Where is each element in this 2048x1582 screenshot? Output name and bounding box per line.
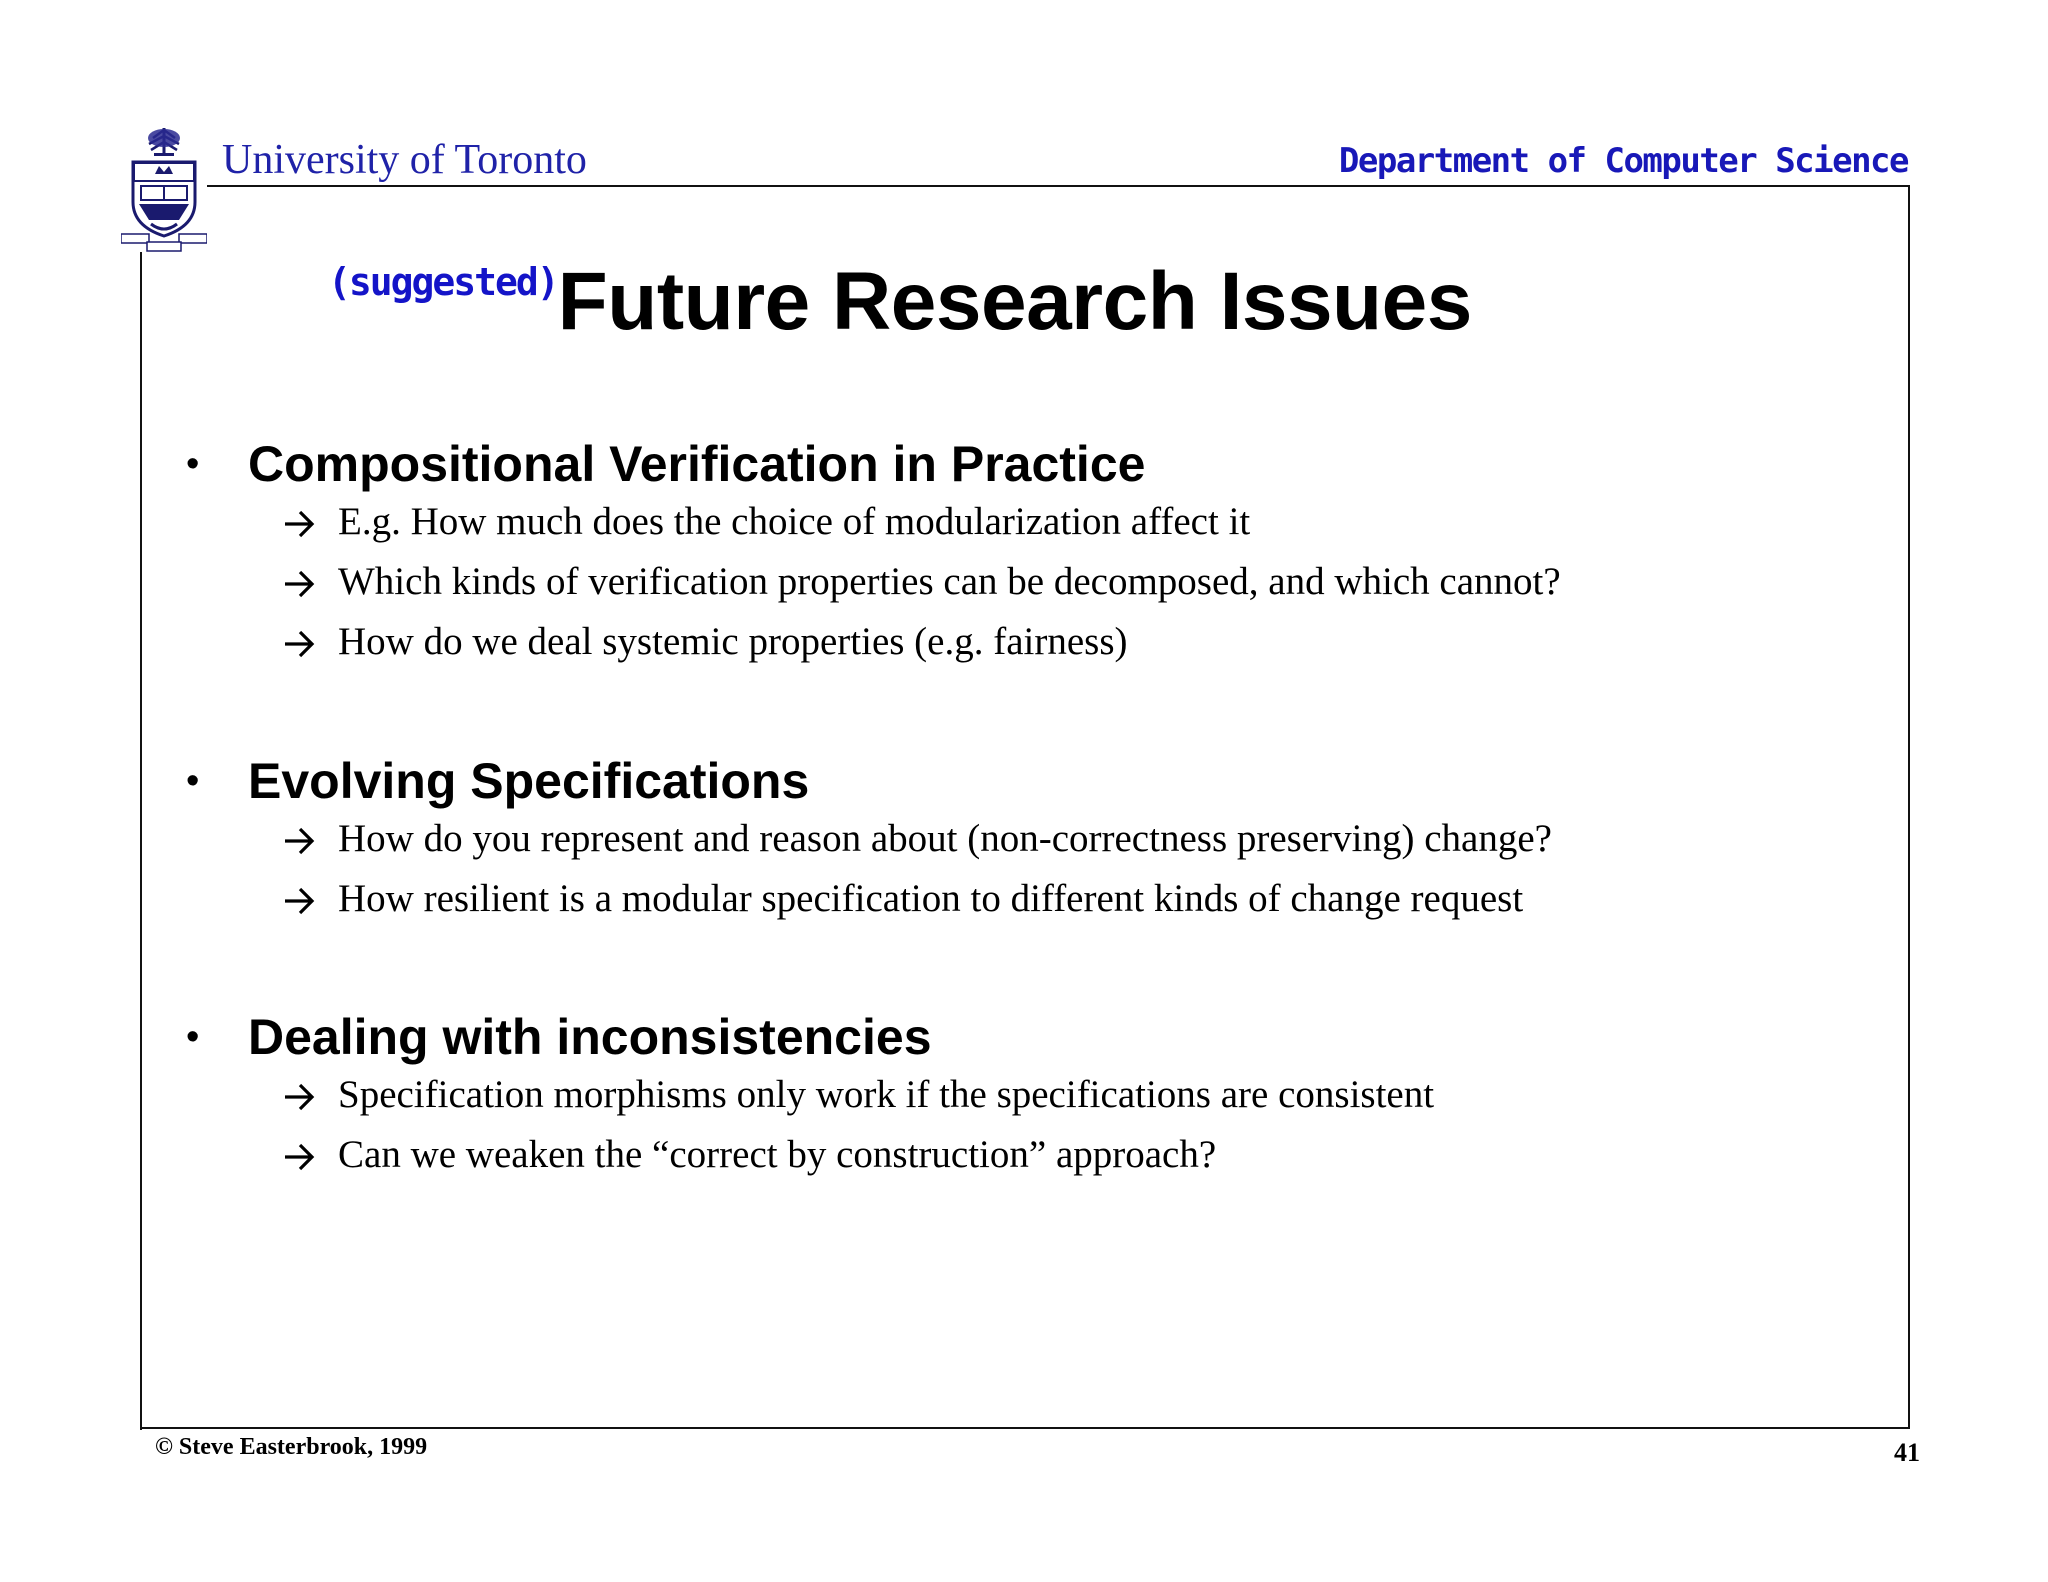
title-prefix: (suggested): [328, 260, 558, 304]
right-arrow-icon: [282, 557, 316, 607]
right-arrow-icon: [282, 497, 316, 547]
copyright-notice: © Steve Easterbrook, 1999: [155, 1434, 428, 1460]
right-arrow-icon: [282, 1130, 316, 1180]
right-arrow-icon: [282, 617, 316, 667]
bullet-dot-icon: •: [186, 760, 200, 802]
slide-title-row: [328, 255, 1472, 349]
right-arrow-icon: [282, 814, 316, 864]
section-heading: Compositional Verification in Practice: [248, 436, 1146, 492]
university-name: University of Toronto: [222, 137, 587, 183]
slide-title: Future Research Issues: [557, 256, 1472, 347]
bullet-dot-icon: •: [186, 443, 200, 485]
section-heading: Evolving Specifications: [248, 753, 810, 809]
section-heading: Dealing with inconsistencies: [248, 1009, 932, 1065]
right-arrow-icon: [282, 1070, 316, 1120]
section-evolving-specifications: • Evolving Specifications How do you represent and reason about (non-correctness preserving) change? How resilient is a modular specification to different kinds of change request: [186, 752, 282, 934]
bullet-dot-icon: •: [186, 1016, 200, 1058]
right-arrow-icon: [282, 874, 316, 924]
section-dealing-with-inconsistencies: • Dealing with inconsistencies Specification morphisms only work if the specifications are consistent Can we weaken the “correct by construction” approach?: [186, 1008, 282, 1190]
page-number: 41: [1894, 1438, 1920, 1467]
section-compositional-verification: • Compositional Verification in Practice E.g. How much does the choice of modularization affect it Which kinds of verification properties can be decomposed, and which cannot? How do we deal systemic properties (e.g. fairness): [186, 435, 282, 677]
department-name: Department of Computer Science: [1338, 141, 1908, 181]
